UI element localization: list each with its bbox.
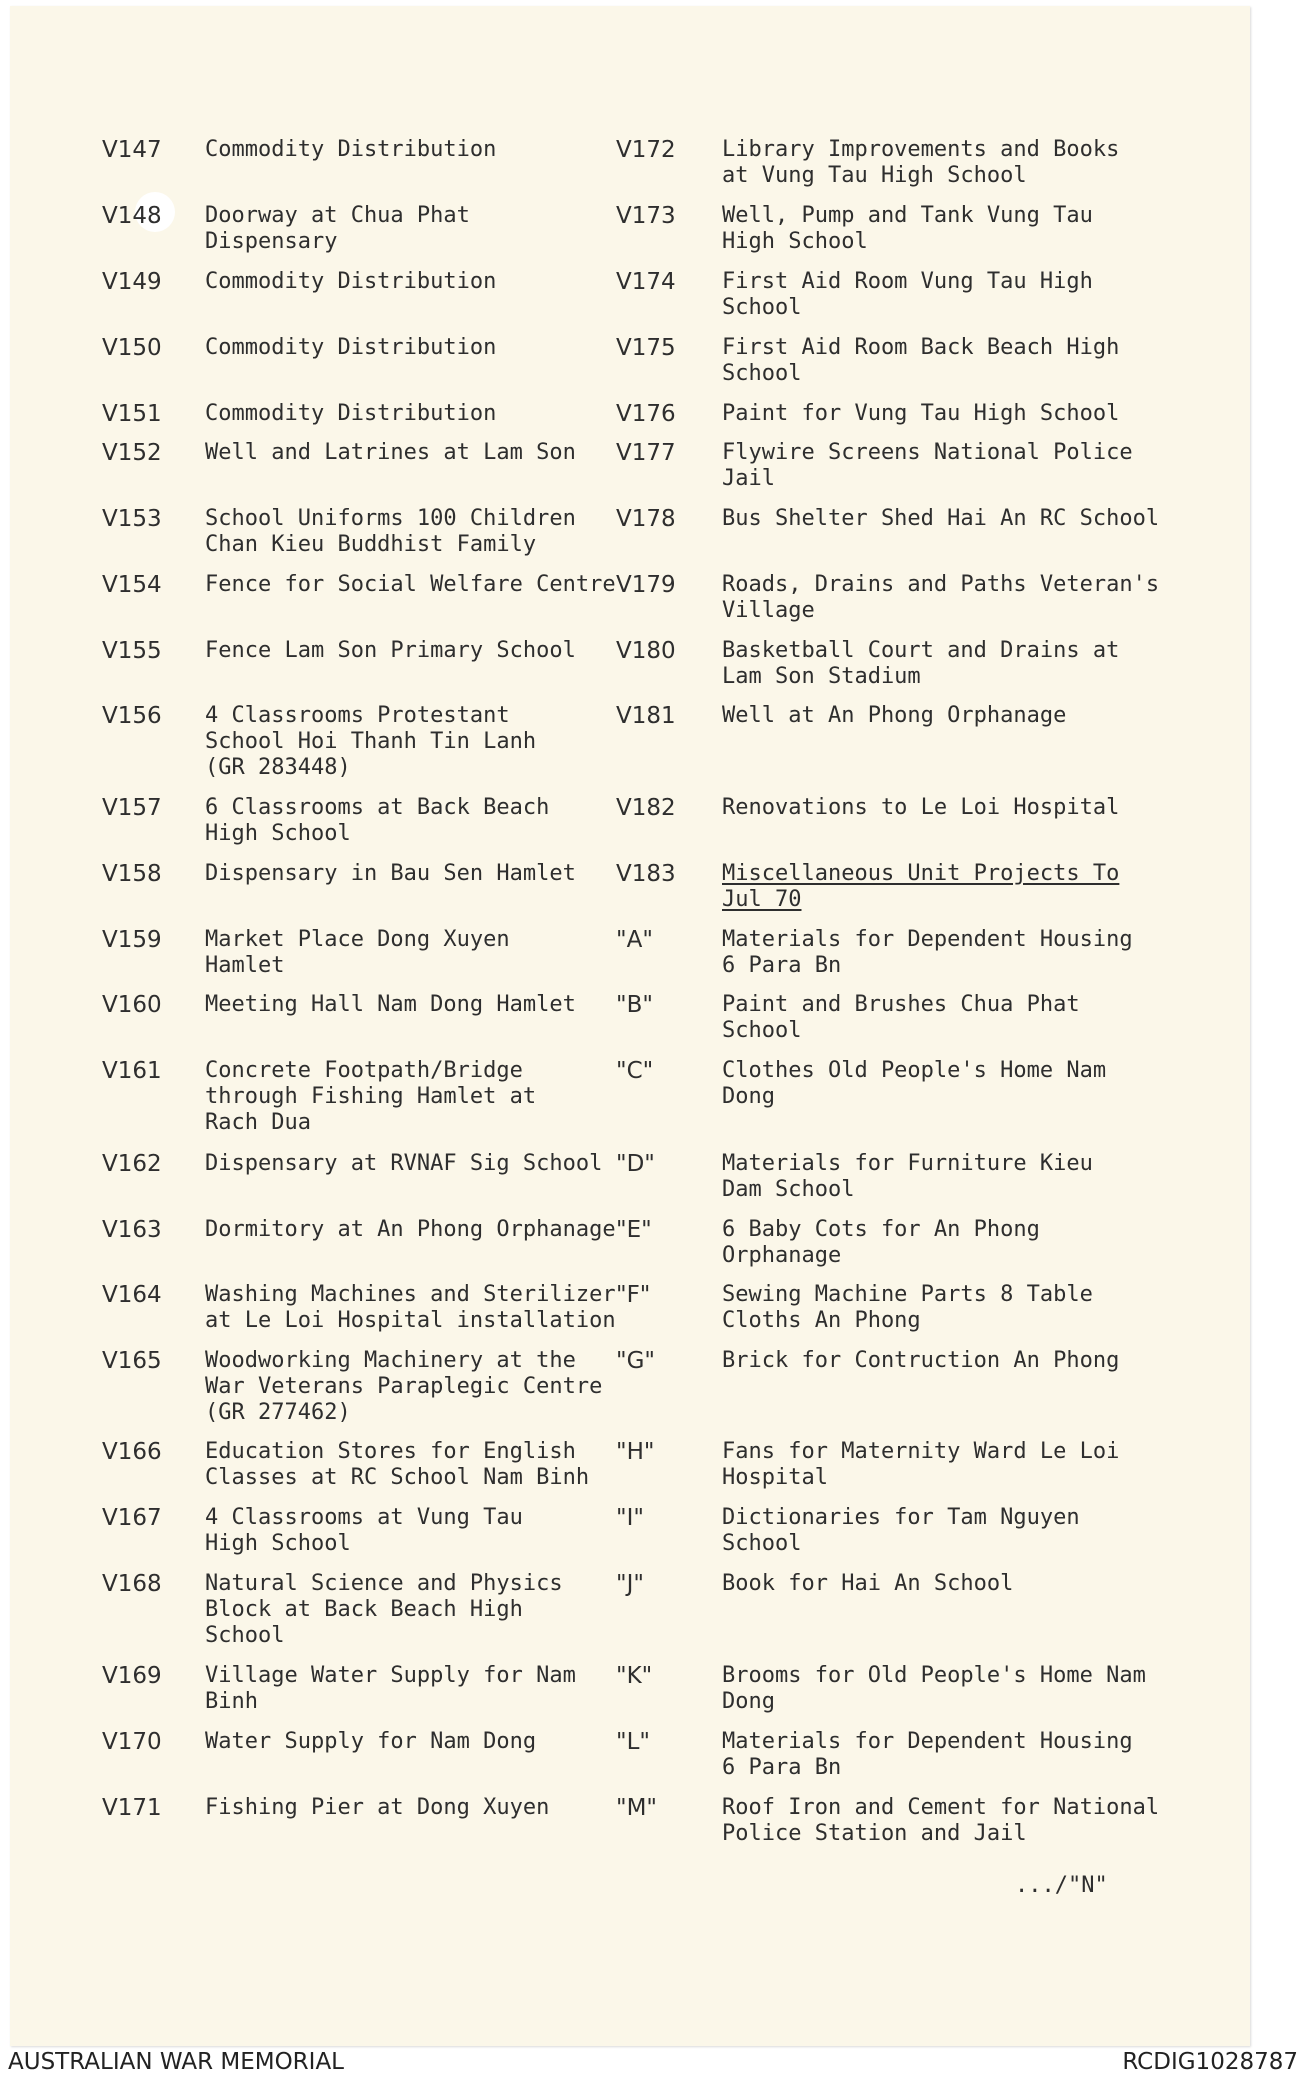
- project-description: Materials for Dependent Housing 6 Para Bn: [722, 927, 1133, 978]
- project-description: Market Place Dong Xuyen Hamlet: [205, 927, 510, 978]
- project-description: Village Water Supply for Nam Binh: [205, 1663, 576, 1714]
- continuation-marker: .../"N": [1015, 1873, 1108, 1898]
- project-code: "E": [616, 1217, 652, 1243]
- project-description: Well at An Phong Orphanage: [722, 703, 1067, 728]
- project-code: V160: [102, 992, 162, 1018]
- project-code: V154: [102, 572, 162, 598]
- project-description: Roof Iron and Cement for National Police Station and Jail: [722, 1795, 1160, 1846]
- project-description: Fence Lam Son Primary School: [205, 638, 576, 663]
- project-code: V155: [102, 638, 162, 664]
- project-code: V166: [102, 1439, 162, 1465]
- project-description: 6 Classrooms at Back Beach High School: [205, 795, 550, 846]
- project-description: Library Improvements and Books at Vung Tau High School: [722, 137, 1120, 188]
- project-code: V173: [616, 203, 676, 229]
- project-description: Fans for Maternity Ward Le Loi Hospital: [722, 1439, 1120, 1490]
- project-description: Doorway at Chua Phat Dispensary: [205, 203, 470, 254]
- project-code: V176: [616, 401, 676, 427]
- project-description: Washing Machines and Sterilizer at Le Loi Hospital installation: [205, 1282, 616, 1333]
- project-code: "L": [616, 1729, 650, 1755]
- project-code: "F": [616, 1282, 651, 1308]
- project-code: V181: [616, 703, 676, 729]
- project-description: Materials for Furniture Kieu Dam School: [722, 1151, 1093, 1202]
- project-description: School Uniforms 100 Children Chan Kieu Buddhist Family: [205, 506, 576, 557]
- project-description: Dispensary at RVNAF Sig School: [205, 1151, 603, 1176]
- project-code: V158: [102, 861, 162, 887]
- project-code: "C": [616, 1058, 654, 1084]
- project-code: "D": [616, 1151, 655, 1177]
- project-description: Fishing Pier at Dong Xuyen: [205, 1795, 550, 1820]
- project-description: Well and Latrines at Lam Son: [205, 440, 576, 465]
- project-description: Brooms for Old People's Home Nam Dong: [722, 1663, 1146, 1714]
- project-list: [10, 6, 1250, 2046]
- project-code: V177: [616, 440, 676, 466]
- project-code: V174: [616, 269, 676, 295]
- project-description: Roads, Drains and Paths Veteran's Village: [722, 572, 1160, 623]
- project-code: V153: [102, 506, 162, 532]
- project-description: Basketball Court and Drains at Lam Son Stadium: [722, 638, 1120, 689]
- project-description: Paint and Brushes Chua Phat School: [722, 992, 1080, 1043]
- project-description: Materials for Dependent Housing 6 Para Bn: [722, 1729, 1133, 1780]
- project-description: 6 Baby Cots for An Phong Orphanage: [722, 1217, 1040, 1268]
- project-code: "M": [616, 1795, 658, 1821]
- project-code: V182: [616, 795, 676, 821]
- project-description: 4 Classrooms at Vung Tau High School: [205, 1505, 523, 1556]
- project-code: V170: [102, 1729, 162, 1755]
- project-code: V149: [102, 269, 162, 295]
- project-code: "G": [616, 1348, 655, 1374]
- project-description: Dispensary in Bau Sen Hamlet: [205, 861, 576, 886]
- project-code: V147: [102, 137, 162, 163]
- project-code: V148: [102, 203, 162, 229]
- project-code: V179: [616, 572, 676, 598]
- project-description: Paint for Vung Tau High School: [722, 401, 1120, 426]
- project-description: Natural Science and Physics Block at Back Beach High School: [205, 1571, 563, 1648]
- project-code: V167: [102, 1505, 162, 1531]
- project-description: First Aid Room Vung Tau High School: [722, 269, 1093, 320]
- project-description: 4 Classrooms Protestant School Hoi Thanh Tin Lanh (GR 283448): [205, 703, 537, 780]
- project-code: V163: [102, 1217, 162, 1243]
- project-description: Dictionaries for Tam Nguyen School: [722, 1505, 1080, 1556]
- project-description: Commodity Distribution: [205, 137, 497, 162]
- project-description: Commodity Distribution: [205, 269, 497, 294]
- project-code: "I": [616, 1505, 644, 1531]
- project-description: Flywire Screens National Police Jail: [722, 440, 1133, 491]
- document-page: [10, 6, 1250, 2046]
- project-code: V175: [616, 335, 676, 361]
- project-code: V180: [616, 638, 676, 664]
- project-code: V183: [616, 861, 676, 887]
- project-code: "A": [616, 927, 653, 953]
- project-code: V150: [102, 335, 162, 361]
- project-description: Renovations to Le Loi Hospital: [722, 795, 1120, 820]
- project-description: Clothes Old People's Home Nam Dong: [722, 1058, 1107, 1109]
- project-code: V152: [102, 440, 162, 466]
- project-code: V169: [102, 1663, 162, 1689]
- footer-institution: AUSTRALIAN WAR MEMORIAL: [8, 2049, 344, 2075]
- project-code: V151: [102, 401, 162, 427]
- project-code: V178: [616, 506, 676, 532]
- project-description: Bus Shelter Shed Hai An RC School: [722, 506, 1160, 531]
- project-description: Meeting Hall Nam Dong Hamlet: [205, 992, 576, 1017]
- project-description: Brick for Contruction An Phong: [722, 1348, 1120, 1373]
- project-description: Well, Pump and Tank Vung Tau High School: [722, 203, 1093, 254]
- project-code: V157: [102, 795, 162, 821]
- project-description: Fence for Social Welfare Centre: [205, 572, 616, 597]
- project-description: Education Stores for English Classes at RC School Nam Binh: [205, 1439, 590, 1490]
- project-description: Commodity Distribution: [205, 401, 497, 426]
- project-code: V159: [102, 927, 162, 953]
- project-code: V171: [102, 1795, 162, 1821]
- project-description: Dormitory at An Phong Orphanage: [205, 1217, 616, 1242]
- project-description: Sewing Machine Parts 8 Table Cloths An Phong: [722, 1282, 1093, 1333]
- project-code: V165: [102, 1348, 162, 1374]
- project-code: V164: [102, 1282, 162, 1308]
- section-heading: Miscellaneous Unit Projects To Jul 70: [722, 861, 1120, 912]
- project-code: "H": [616, 1439, 655, 1465]
- project-code: V161: [102, 1058, 162, 1084]
- project-description: Concrete Footpath/Bridge through Fishing Hamlet at Rach Dua: [205, 1058, 537, 1135]
- project-description: Book for Hai An School: [722, 1571, 1014, 1596]
- project-code: "J": [616, 1571, 644, 1597]
- project-code: "B": [616, 992, 653, 1018]
- project-code: V172: [616, 137, 676, 163]
- project-code: "K": [616, 1663, 653, 1689]
- project-description: Commodity Distribution: [205, 335, 497, 360]
- project-description: Water Supply for Nam Dong: [205, 1729, 537, 1754]
- project-code: V156: [102, 703, 162, 729]
- project-description: Woodworking Machinery at the War Veterans Paraplegic Centre (GR 277462): [205, 1348, 603, 1425]
- footer-reference-id: RCDIG1028787: [1122, 2049, 1298, 2075]
- project-code: V162: [102, 1151, 162, 1177]
- project-code: V168: [102, 1571, 162, 1597]
- project-description: First Aid Room Back Beach High School: [722, 335, 1120, 386]
